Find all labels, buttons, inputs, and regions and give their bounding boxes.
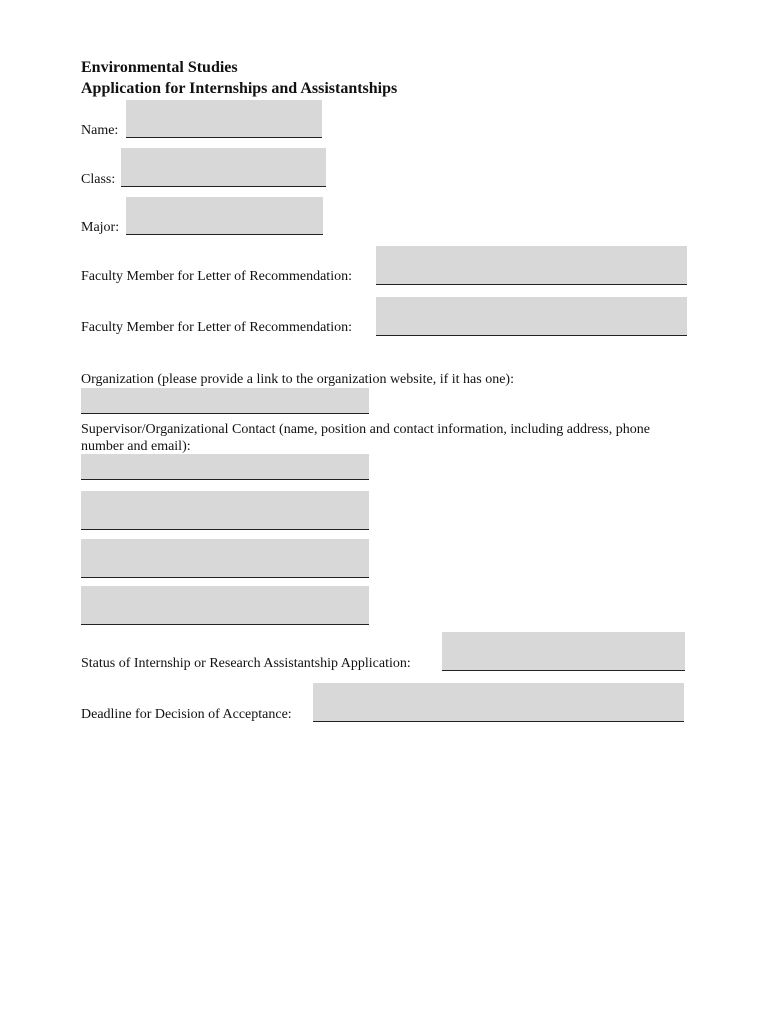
deadline-label: Deadline for Decision of Acceptance: — [81, 707, 292, 722]
name-field[interactable] — [126, 100, 322, 138]
faculty-recommendation-1-label: Faculty Member for Letter of Recommendation: — [81, 269, 352, 284]
organization-label: Organization (please provide a link to the organization website, if it has one): — [81, 372, 514, 387]
major-field[interactable] — [126, 197, 323, 235]
status-label: Status of Internship or Research Assistantship Application: — [81, 656, 411, 671]
faculty-recommendation-1-field[interactable] — [376, 246, 687, 285]
supervisor-label: Supervisor/Organizational Contact (name, position and contact information, including address, phone number and email): — [81, 422, 650, 454]
supervisor-field-1[interactable] — [81, 454, 369, 480]
deadline-field[interactable] — [313, 683, 684, 722]
class-field[interactable] — [121, 148, 326, 187]
form-title-line-1: Environmental Studies — [81, 59, 238, 76]
status-field[interactable] — [442, 632, 685, 671]
organization-field[interactable] — [81, 388, 369, 414]
faculty-recommendation-2-field[interactable] — [376, 297, 687, 336]
supervisor-field-4[interactable] — [81, 586, 369, 625]
major-label: Major: — [81, 220, 120, 235]
name-label: Name: — [81, 123, 119, 138]
supervisor-field-2[interactable] — [81, 491, 369, 530]
supervisor-field-3[interactable] — [81, 539, 369, 578]
faculty-recommendation-2-label: Faculty Member for Letter of Recommendation: — [81, 320, 352, 335]
form-title-line-2: Application for Internships and Assistantships — [81, 80, 398, 97]
class-label: Class: — [81, 172, 116, 187]
